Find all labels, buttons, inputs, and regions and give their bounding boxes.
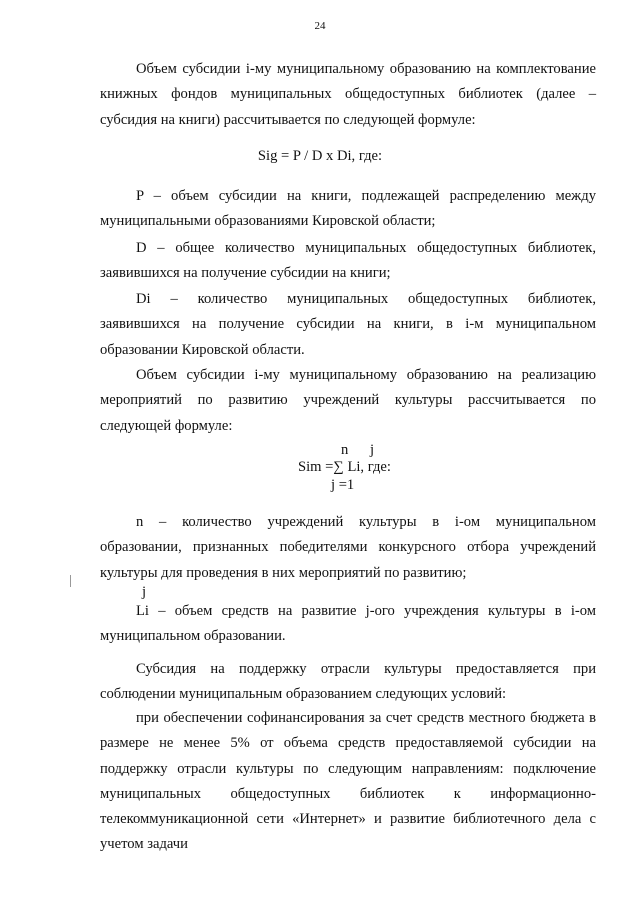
paragraph-subsidy-culture: Объем субсидии i-му муниципальному образованию на реализацию мероприятий по развитию учреждений культуры рассчитывается по следующей формуле: — [100, 367, 596, 434]
paragraph-culture-support: Субсидия на поддержку отрасли культуры предоставляется при соблюдении муниципальным образованием следующих условий: — [100, 661, 596, 703]
page-number: 24 — [314, 20, 326, 32]
paragraph-n-definition: n – количество учреждений культуры в i-ом муниципальном образовании, признанных победителями конкурсного отбора учреждений культуры для проведения в них мероприятий по развитию; — [100, 514, 596, 581]
formula-sim-upper-limit: n — [341, 442, 349, 458]
paragraph-d-definition: D – общее количество муниципальных общедоступных библиотек, заявившихся на получение субсидии на книги; — [100, 240, 596, 282]
formula-sig: Sig = P / D x Di, где: — [257, 148, 383, 164]
paragraph-cofinancing: при обеспечении софинансирования за счет средств местного бюджета в размере не менее 5% от объема средств предоставляемой субсидии на поддержку отрасли культуры по следующим направлениям: подключение муниципальных общедоступных библиотек к информационно-телекоммуникационной сети «Интернет» и развитие библиотечного дела с учетом задачи — [100, 710, 596, 853]
paragraph-di-definition: Di – количество муниципальных общедоступных библиотек, заявившихся на получение субсидии на книги, в i-м муниципальном образовании Кировской области. — [100, 291, 596, 358]
paragraph-li-definition: Li – объем средств на развитие j-ого учреждения культуры в i-ом муниципальном образовании. — [100, 603, 596, 645]
margin-mark — [70, 575, 71, 587]
formula-sim-lower-limit: j =1 — [331, 477, 355, 493]
formula-sim-main: Sim =∑ Li, где: — [298, 459, 391, 475]
li-superscript: j — [142, 584, 147, 600]
formula-sim-superscript: j — [370, 442, 375, 458]
paragraph-subsidy-books: Объем субсидии i-му муниципальному образованию на комплектование книжных фондов муниципальных общедоступных библиотек (далее – субсидия на книги) рассчитывается по следующей формуле: — [100, 61, 596, 128]
paragraph-p-definition: P – объем субсидии на книги, подлежащей распределению между муниципальными образованиями Кировской области; — [100, 188, 596, 230]
